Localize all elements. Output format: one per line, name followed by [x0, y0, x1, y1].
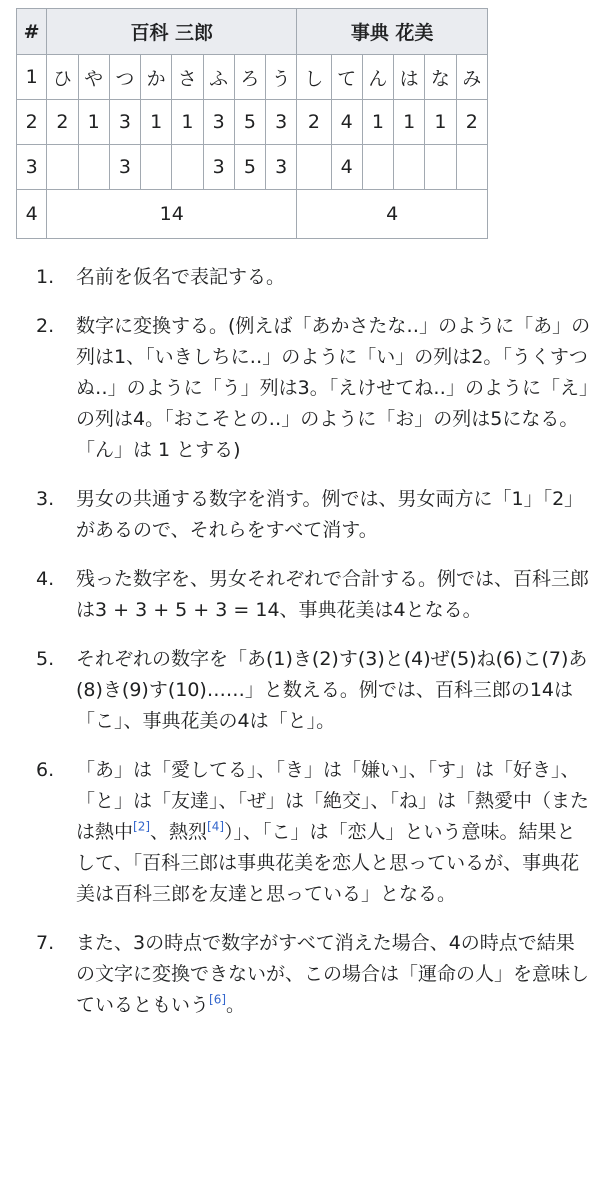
table-cell: ふ: [203, 55, 234, 100]
table-cell: 1: [172, 100, 203, 145]
table-cell: 2: [47, 100, 78, 145]
table-row: [17, 145, 488, 190]
citation-link-2[interactable]: [2]: [133, 819, 151, 834]
table-cell: ろ: [234, 55, 265, 100]
table-cell: [172, 145, 203, 190]
citation-link-6[interactable]: [6]: [209, 992, 227, 1007]
table-cell: 1: [362, 100, 393, 145]
text-segment: 。: [226, 994, 246, 1016]
table-cell: さ: [172, 55, 203, 100]
table-row: [17, 100, 488, 145]
table-cell: 5: [234, 145, 265, 190]
table-cell: [78, 145, 109, 190]
list-item-text: 残った数字を、男女それぞれで合計する。例では、百科三郎は3 + 3 + 5 + 3 = 14、事典花美は4となる。: [76, 568, 590, 621]
text-segment: ）」、「こ」は「恋人」という意味。結果として、「百科三郎は事典花美を恋人と思っているが、事典花美は百科三郎を友達と思っている」となる。: [76, 821, 580, 905]
header-name-2: 事典 花美: [297, 9, 488, 55]
table-header-row: [17, 9, 488, 55]
list-item: [36, 644, 592, 737]
list-item-number: 5.: [36, 648, 55, 670]
list-item: [36, 755, 592, 910]
list-item-text: [76, 928, 592, 1021]
table-cell: み: [456, 55, 487, 100]
table-cell: 1: [78, 100, 109, 145]
table-cell: [425, 145, 456, 190]
list-item-number: 6.: [36, 759, 55, 781]
table-cell: 3: [203, 145, 234, 190]
table-cell: は: [394, 55, 425, 100]
table-cell: つ: [109, 55, 140, 100]
table-row: [17, 55, 488, 100]
table-cell: [394, 145, 425, 190]
list-item-number: 3.: [36, 488, 55, 510]
table-cell: 2: [456, 100, 487, 145]
table-cell: 1: [425, 100, 456, 145]
list-item: [36, 311, 592, 466]
table-cell: [362, 145, 393, 190]
table-cell: や: [78, 55, 109, 100]
list-item-text: 名前を仮名で表記する。: [76, 266, 286, 288]
table-cell: 4: [331, 145, 362, 190]
header-hash: #: [17, 9, 47, 55]
table-cell: か: [141, 55, 172, 100]
table-cell: 3: [109, 100, 140, 145]
table-cell: [47, 145, 78, 190]
table-cell: 3: [266, 100, 297, 145]
list-item-number: 1.: [36, 266, 55, 288]
list-item-text: 数字に変換する。(例えば「あかさたな‥」のように「あ」の列は1、「いきしちに‥」のように「い」の列は2。「うくすつぬ‥」のように「う」列は3。「えけせてね‥」のように「え」の列は4。「おこそとの‥」のように「お」の列は5になる。「ん」は 1 とする): [76, 315, 591, 461]
text-segment: 、熱烈: [150, 821, 208, 843]
list-item-text: それぞれの数字を「あ(1)き(2)す(3)と(4)ぜ(5)ね(6)こ(7)あ(8)き(9)す(10)……」と数える。例では、百科三郎の14は「こ」、事典花美の4は「と」。: [76, 648, 588, 732]
table-cell: 3: [109, 145, 140, 190]
list-item-number: 7.: [36, 932, 55, 954]
table-cell: 1: [394, 100, 425, 145]
table-row-sum: [17, 190, 488, 239]
table-cell: 5: [234, 100, 265, 145]
table-cell: 4: [331, 100, 362, 145]
row-label: 3: [17, 145, 47, 190]
header-name-1: 百科 三郎: [47, 9, 297, 55]
table-cell: 3: [266, 145, 297, 190]
text-segment: 「あ」は「愛してる」、「き」は「嫌い」、「す」は「好き」、「と」は「友達」、「ぜ」は「絶交」、「ね」は「熱愛中（または熱中: [76, 759, 590, 843]
row-label: 1: [17, 55, 47, 100]
table-cell: ひ: [47, 55, 78, 100]
citation-link-4[interactable]: [4]: [207, 819, 225, 834]
table-cell: な: [425, 55, 456, 100]
list-item-text: 男女の共通する数字を消す。例では、男女両方に「1」「2」があるので、それらをすべて消す。: [76, 488, 584, 541]
list-item: [36, 262, 592, 293]
table-cell: ん: [362, 55, 393, 100]
table-cell: う: [266, 55, 297, 100]
list-item: [36, 484, 592, 546]
table-cell: 2: [297, 100, 331, 145]
table-cell: [141, 145, 172, 190]
steps-list: [36, 262, 592, 1039]
list-item-number: 4.: [36, 568, 55, 590]
list-item-text: [76, 755, 592, 910]
list-item-number: 2.: [36, 315, 55, 337]
sum-name-1: 14: [47, 190, 297, 239]
text-segment: また、3の時点で数字がすべて消えた場合、4の時点で結果の文字に変換できないが、この場合は「運命の人」を意味しているともいう: [76, 932, 590, 1016]
table-cell: し: [297, 55, 331, 100]
row-label: 2: [17, 100, 47, 145]
list-item: [36, 928, 592, 1021]
hiyakasa-calculation-table: [16, 8, 488, 239]
table-cell: [297, 145, 331, 190]
row-label: 4: [17, 190, 47, 239]
table-cell: [456, 145, 487, 190]
table-cell: 3: [203, 100, 234, 145]
sum-name-2: 4: [297, 190, 488, 239]
table-cell: 1: [141, 100, 172, 145]
table-cell: て: [331, 55, 362, 100]
list-item: [36, 564, 592, 626]
